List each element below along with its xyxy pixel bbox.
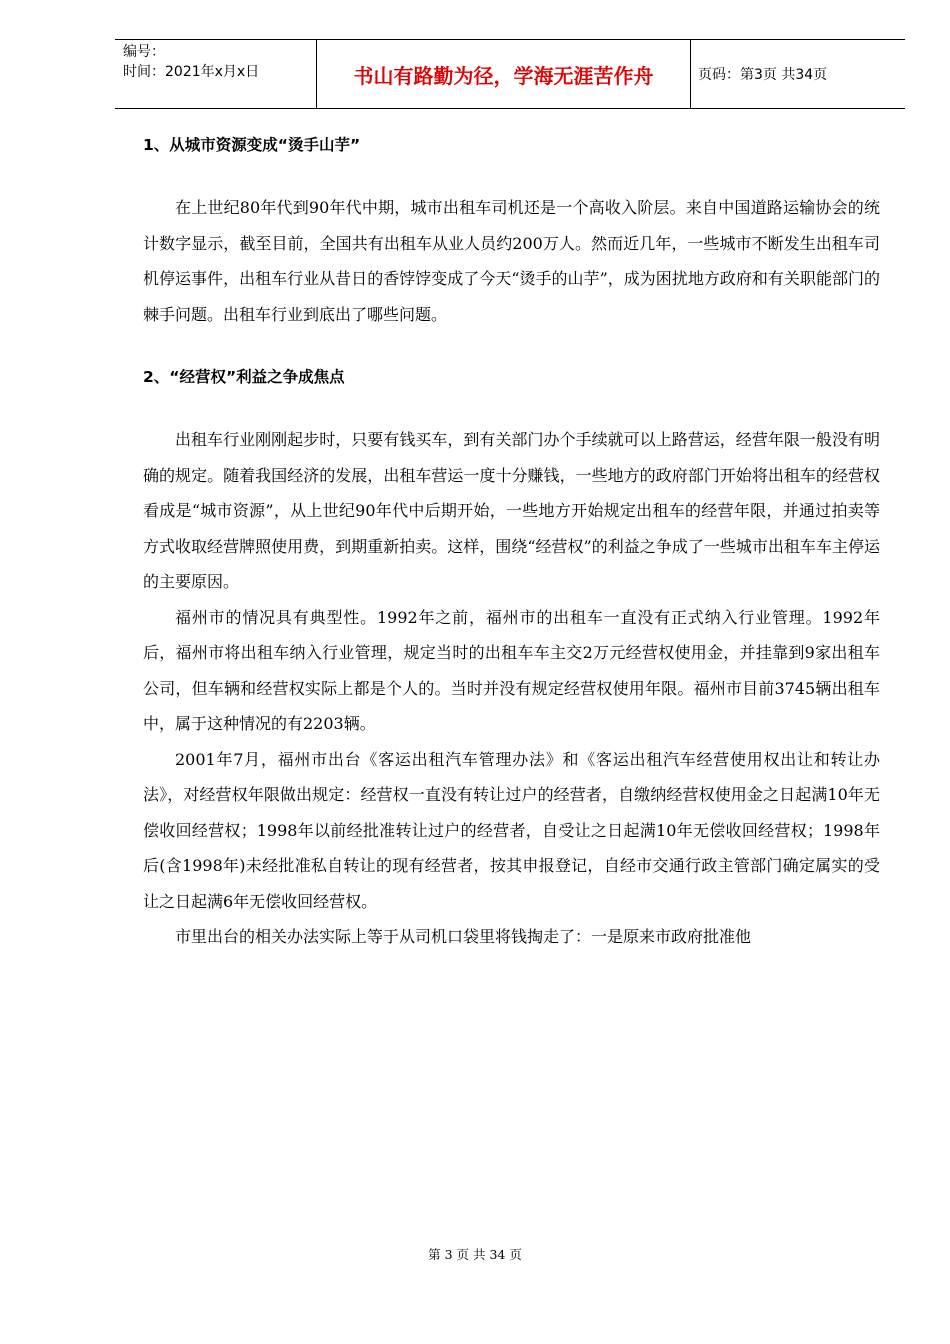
section-heading: 1、从城市资源变成“烫手山芋” xyxy=(143,136,361,154)
document-number-label: 编号： xyxy=(123,44,165,60)
paragraph: 市里出台的相关办法实际上等于从司机口袋里将钱掏走了：一是原来市政府批准他 xyxy=(175,927,752,946)
header-divider xyxy=(690,40,691,108)
page-footer: 第 3 页 共 34 页 xyxy=(428,1247,522,1262)
paragraph: 2001年7月，福州市出台《客运出租汽车管理办法》和《客运出租汽车经营使用权出让和转让办法》，对经营权年限做出规定：经营权一直没有转让过户的经营者，自缴纳经营权使用金之日起满10年无偿收回经营权；1998年以前经批准转让过户的经营者，自受让之日起满10年无偿收回经营权；1998年后(含1998年)未经批准私自转让的现有经营者，按其申报登记，自经市交通行政主管部门确定属实的受让之日起满6年无偿收回经营权。 xyxy=(143,749,880,911)
document-body xyxy=(143,132,880,955)
paragraph: 出租车行业刚刚起步时，只要有钱买车，到有关部门办个手续就可以上路营运，经营年限一般没有明确的规定。随着我国经济的发展，出租车营运一度十分赚钱，一些地方的政府部门开始将出租车的经营权看成是“城市资源”，从上世纪90年代中后期开始，一些地方开始规定出租车的经营年限，并通过拍卖等方式收取经营牌照使用费，到期重新拍卖。这样，围绕“经营权”的利益之争成了一些城市出租车车主停运的主要原因。 xyxy=(143,430,880,591)
section-heading: 2、“经营权”利益之争成焦点 xyxy=(143,368,345,386)
header-meta xyxy=(123,42,313,82)
page-header xyxy=(115,39,905,109)
paragraph: 福州市的情况具有典型性。1992年之前，福州市的出租车一直没有正式纳入行业管理。1992年后，福州市将出租车纳入行业管理，规定当时的出租车车主交2万元经营权使用金，并挂靠到9家出租车公司，但车辆和经营权实际上都是个人的。当时并没有规定经营权使用年限。福州市目前3745辆出租车中，属于这种情况的有2203辆。 xyxy=(143,607,880,733)
header-motto: 书山有路勤为径，学海无涯苦作舟 xyxy=(353,63,654,88)
paragraph: 在上世纪80年代到90年代中期，城市出租车司机还是一个高收入阶层。来自中国道路运输协会的统计数字显示，截至目前，全国共有出租车从业人员约200万人。然而近几年，一些城市不断发生出租车司机停运事件，出租车行业从昔日的香饽饽变成了今天“烫手的山芋”，成为困扰地方政府和有关职能部门的棘手问题。出租车行业到底出了哪些问题。 xyxy=(143,198,880,324)
document-date: 时间：2021年x月x日 xyxy=(123,64,260,80)
header-page-info: 页码：第3页 共34页 xyxy=(698,67,828,83)
